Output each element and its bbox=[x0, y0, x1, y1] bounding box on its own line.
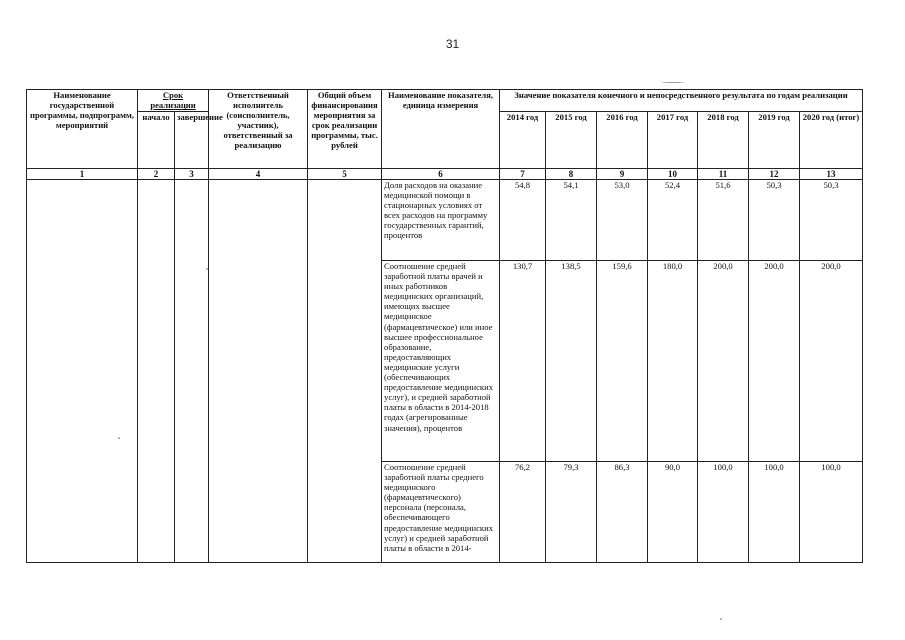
header-year-2014: 2014 год bbox=[500, 112, 546, 169]
value-cell: 100,0 bbox=[749, 462, 800, 563]
value-cell: 51,6 bbox=[698, 180, 749, 261]
value-cell: 100,0 bbox=[698, 462, 749, 563]
value-cell: 138,5 bbox=[546, 261, 597, 462]
scan-speck bbox=[118, 437, 120, 439]
value-cell: 54,1 bbox=[546, 180, 597, 261]
header-period: Срок реализации bbox=[138, 90, 209, 112]
header-indicator: Наименование показателя, единица измерения bbox=[382, 90, 500, 169]
indicator-cell: Доля расходов на оказание медицинской помощи в стационарных условиях от всех расходов на программу государственных гарантий, процентов bbox=[382, 180, 500, 261]
value-cell: 200,0 bbox=[800, 261, 863, 462]
value-cell: 90,0 bbox=[648, 462, 698, 563]
value-cell: 79,3 bbox=[546, 462, 597, 563]
scan-speck bbox=[720, 618, 722, 620]
value-cell: 86,3 bbox=[597, 462, 648, 563]
column-number: 6 bbox=[382, 169, 500, 180]
value-cell: 159,6 bbox=[597, 261, 648, 462]
period-start-cell bbox=[138, 180, 175, 563]
header-executor: Ответственный исполнитель (соисполнитель, участник), ответственный за реализацию bbox=[209, 90, 308, 169]
indicator-table bbox=[26, 89, 863, 563]
page-number: 31 bbox=[445, 37, 460, 51]
program-name-cell bbox=[27, 180, 138, 563]
scan-speck bbox=[662, 82, 684, 83]
header-year-2019: 2019 год bbox=[749, 112, 800, 169]
header-name: Наименование государственной программы, подпрограмм, мероприятий bbox=[27, 90, 138, 169]
executor-cell bbox=[209, 180, 308, 563]
value-cell: 130,7 bbox=[500, 261, 546, 462]
header-period-end: завершение bbox=[175, 112, 209, 169]
column-number: 2 bbox=[138, 169, 175, 180]
financing-cell bbox=[308, 180, 382, 563]
header-financing: Общий объем финансирования мероприятия за срок реализации программы, тыс. рублей bbox=[308, 90, 382, 169]
period-end-cell bbox=[175, 180, 209, 563]
column-number: 4 bbox=[209, 169, 308, 180]
column-number: 1 bbox=[27, 169, 138, 180]
value-cell: 53,0 bbox=[597, 180, 648, 261]
header-year-2018: 2018 год bbox=[698, 112, 749, 169]
column-number: 13 bbox=[800, 169, 863, 180]
column-number: 9 bbox=[597, 169, 648, 180]
header-year-2017: 2017 год bbox=[648, 112, 698, 169]
column-number: 8 bbox=[546, 169, 597, 180]
value-cell: 52,4 bbox=[648, 180, 698, 261]
column-number: 12 bbox=[749, 169, 800, 180]
value-cell: 180,0 bbox=[648, 261, 698, 462]
value-cell: 76,2 bbox=[500, 462, 546, 563]
header-values-group: Значение показателя конечного и непосредственного результата по годам реализации bbox=[500, 90, 863, 112]
column-number: 10 bbox=[648, 169, 698, 180]
column-number: 7 bbox=[500, 169, 546, 180]
header-year-2015: 2015 год bbox=[546, 112, 597, 169]
header-year-2016: 2016 год bbox=[597, 112, 648, 169]
column-number: 11 bbox=[698, 169, 749, 180]
value-cell: 200,0 bbox=[749, 261, 800, 462]
value-cell: 50,3 bbox=[800, 180, 863, 261]
indicator-cell: Соотношение средней заработной платы врачей и иных работников медицинских организаций, имеющих высшее медицинское (фармацевтическое) или иное высшее профессиональное образование, предоставляющих медицинские услуги (обеспечивающих предоставление медицинских услуг), и средней заработной платы в области в 2014-2018 годах (агрегированные значения), процентов bbox=[382, 261, 500, 462]
column-number: 5 bbox=[308, 169, 382, 180]
indicator-cell: Соотношение средней заработной платы среднего медицинского (фармацевтического) персонала (персонала, обеспечивающего предоставление медицинских услуг) и средней заработной платы в области в 2014- bbox=[382, 462, 500, 563]
value-cell: 100,0 bbox=[800, 462, 863, 563]
value-cell: 54,8 bbox=[500, 180, 546, 261]
value-cell: 200,0 bbox=[698, 261, 749, 462]
scan-speck bbox=[206, 268, 208, 270]
header-year-2020: 2020 год (итог) bbox=[800, 112, 863, 169]
value-cell: 50,3 bbox=[749, 180, 800, 261]
table-row bbox=[27, 180, 863, 261]
header-period-start: начало bbox=[138, 112, 175, 169]
column-number: 3 bbox=[175, 169, 209, 180]
